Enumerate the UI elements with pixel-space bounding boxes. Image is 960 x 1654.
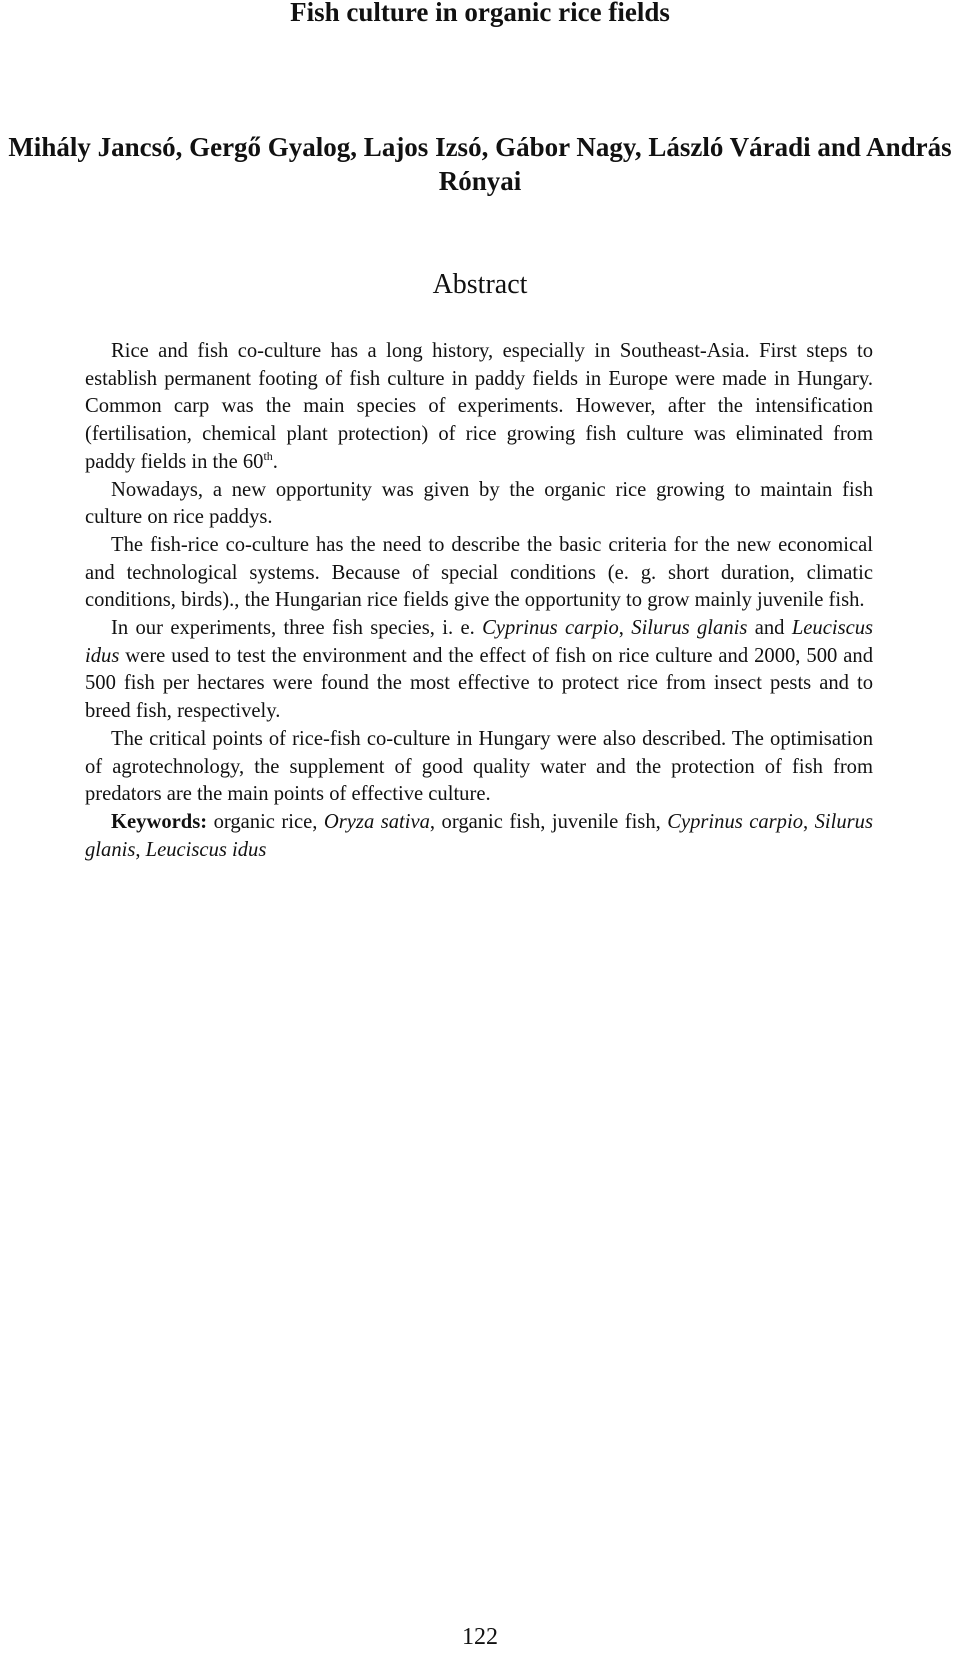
abstract-body <box>85 338 873 864</box>
superscript-th: th <box>263 448 273 463</box>
keywords-line <box>85 809 873 864</box>
species-silurus-glanis: Silurus glanis <box>631 617 748 640</box>
species-leuciscus-idus: Leuciscus idus <box>85 617 874 667</box>
abstract-paragraph-1 <box>85 338 873 477</box>
abstract-heading: Abstract <box>432 269 528 300</box>
author-list: Mihály Jancsó, Gergő Gyalog, Lajos Izsó, Gábor Nagy, László Váradi and András Rónyai <box>8 132 952 196</box>
keyword-sep-1: , <box>803 810 815 833</box>
abstract-paragraph-5: The critical points of rice-fish co-culture in Hungary were also described. The optimisation of agrotechnology, the supplement of good quality water and the protection of fish from predators are the main points of effective culture. <box>85 727 873 806</box>
keyword-leuciscus-idus: Leuciscus idus <box>145 838 267 861</box>
keyword-silurus-glanis: Silurus glanis <box>85 810 873 861</box>
abstract-paragraph-2: Nowadays, a new opportunity was given by the organic rice growing to maintain fish culture on rice paddys. <box>85 478 873 529</box>
paragraph-1-text: Rice and fish co-culture has a long history, especially in Southeast-Asia. First steps to establish permanent footing of fish culture in paddy fields in Europe were made in Hungary. Common carp was the main species of experiments. However, after the intensification (fertilisation, chemical plant protection) of rice growing fish culture was eliminated from paddy fields in the 60 <box>85 340 873 473</box>
keywords-label: Keywords: <box>111 810 208 833</box>
keyword-oryza-sativa: Oryza sativa <box>323 810 430 833</box>
abstract-paragraph-3: The fish-rice co-culture has the need to describe the basic criteria for the new economical and technological systems. Because of special conditions (e. g. short duration, climatic conditions, birds)., the Hungarian rice fields give the opportunity to grow mainly juvenile fish. <box>85 533 873 612</box>
keyword-cyprinus-carpio: Cyprinus carpio <box>667 810 803 833</box>
paragraph-4-text-a: In our experiments, three fish species, i. e. <box>111 617 483 640</box>
keyword-text-2: , organic fish, juvenile fish, <box>429 810 668 833</box>
abstract-paragraph-4 <box>85 615 873 726</box>
keyword-sep-2: , <box>135 838 146 861</box>
paragraph-4-text-b: , <box>618 617 632 640</box>
paper-title: Fish culture in organic rice fields <box>290 0 670 27</box>
paragraph-4-text-c: and <box>747 617 792 640</box>
paragraph-4-text-d: were used to test the environment and the effect of fish on rice culture and 2000, 500 and 500 fish per hectares were found the most effective to protect rice from insect pests and to breed fish, respectively. <box>85 644 873 723</box>
keyword-text-1: organic rice, <box>207 810 324 833</box>
paragraph-1-end: . <box>272 450 278 473</box>
species-cyprinus-carpio: Cyprinus carpio <box>482 617 619 640</box>
page-number: 122 <box>462 1624 498 1650</box>
